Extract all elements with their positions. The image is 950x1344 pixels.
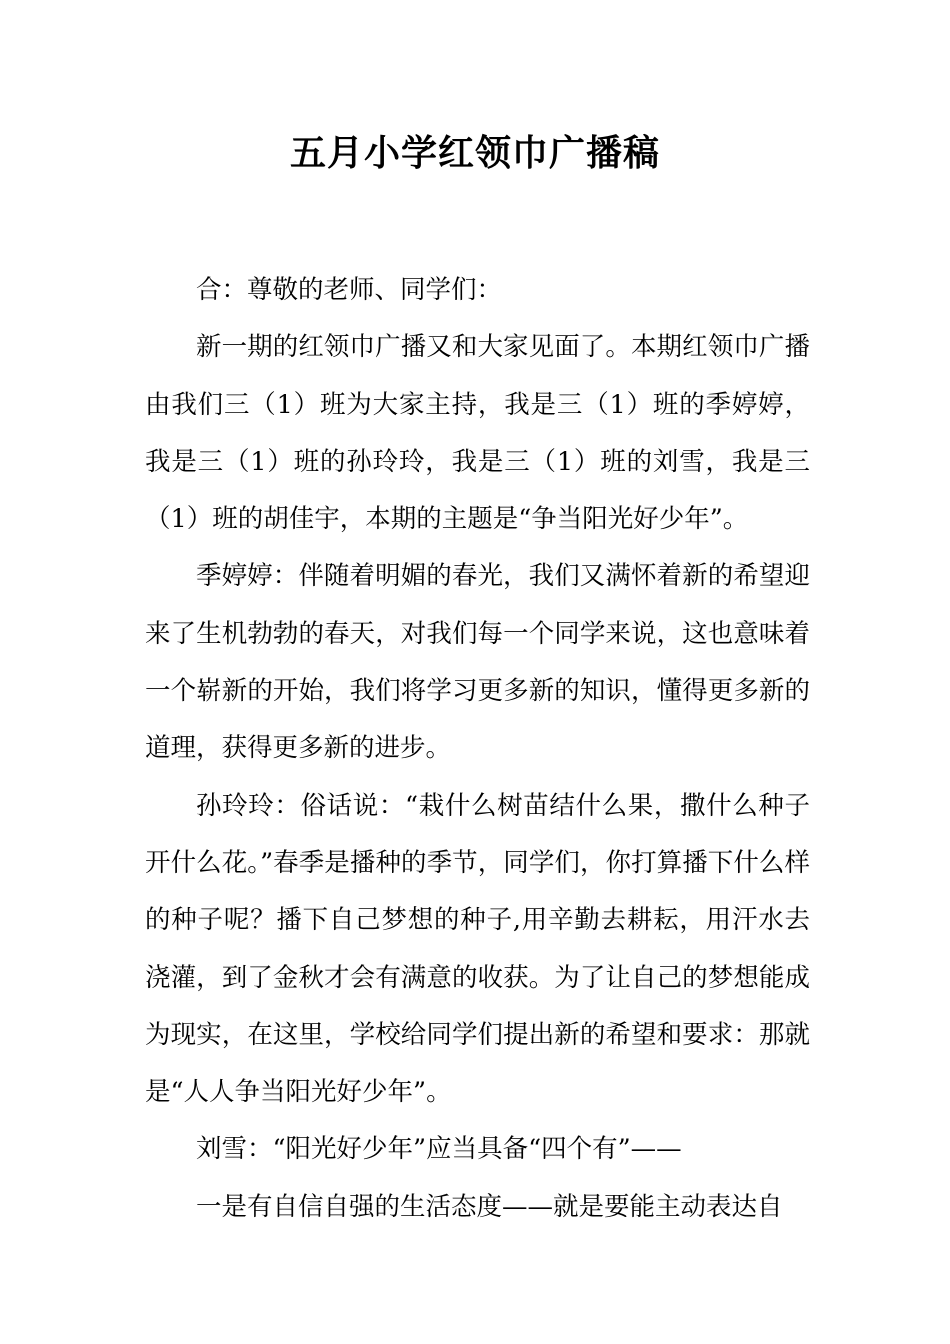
paragraph-greeting: 合：尊敬的老师、同学们： xyxy=(196,275,503,305)
document-body xyxy=(145,262,810,1236)
paragraph-sun-lingling: 孙玲玲：俗话说：“栽什么树苗结什么果，撒什么种子开什么花。”春季是播种的季节，同学们，你打算播下什么样的种子呢？播下自己梦想的种子,用辛勤去耕耘，用汗水去浇灌，到了金秋才会有满意的收获。为了让自己的梦想能成为现实，在这里，学校给同学们提出新的希望和要求：那就是“人人争当阳光好少年”。 xyxy=(145,790,810,1108)
document-title: 五月小学红领巾广播稿 xyxy=(289,132,660,174)
paragraph-ji-tingting: 季婷婷：伴随着明媚的春光，我们又满怀着新的希望迎来了生机勃勃的春天，对我们每一个同学来说，这也意味着一个崭新的开始，我们将学习更多新的知识，懂得更多新的道理，获得更多新的进步。 xyxy=(145,561,810,764)
paragraph-point-one: 一是有自信自强的生活态度——就是要能主动表达自 xyxy=(196,1191,783,1222)
paragraph-intro: 新一期的红领巾广播又和大家见面了。本期红领巾广播由我们三（1）班为大家主持，我是三（1）班的季婷婷，我是三（1）班的孙玲玲，我是三（1）班的刘雪，我是三（1）班的胡佳宇，本期的主题是“争当阳光好少年”。 xyxy=(145,332,810,535)
paragraph-liu-xue: 刘雪：“阳光好少年”应当具备“四个有”—— xyxy=(196,1134,682,1165)
